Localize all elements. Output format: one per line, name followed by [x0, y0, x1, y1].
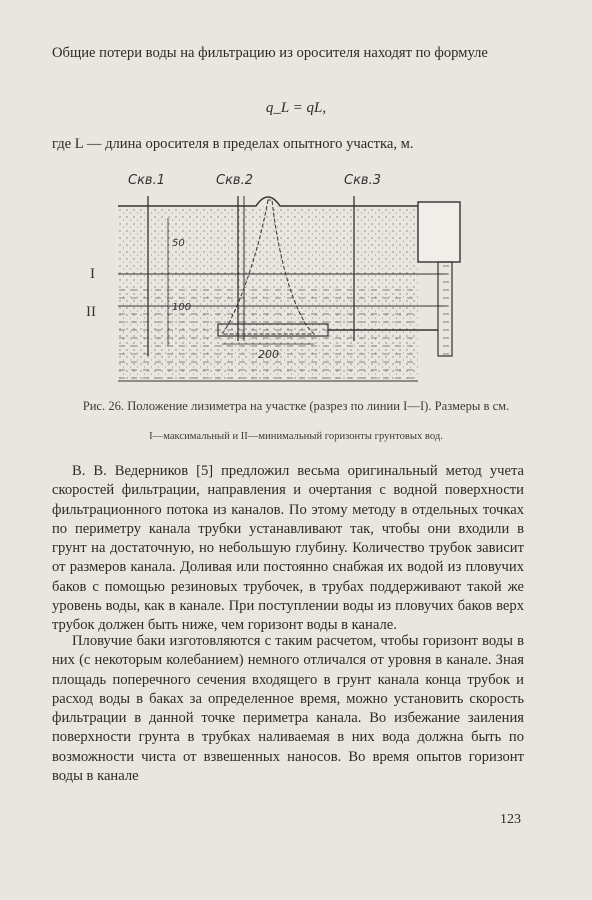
borehole-label-3: Скв.3 — [344, 173, 381, 188]
water-level-label-2: II — [86, 304, 96, 320]
dimension-label-200: 200 — [258, 348, 279, 361]
dimension-label-100: 100 — [172, 302, 192, 313]
paragraph-vedernikov: В. В. Ведерников [5] предложил весьма оригинальный метод учета скоростей фильтрации, направления и очертания с водной поверхности фильтрационного потока из каналов. По этому методу в отдельных точках по периметру канала трубки устанавливают так, чтобы они входили в грунт на достаточную, но небольшую глубину. Количество трубок зависит от размеров канала. Доливая или постоянно снабжая их водой из пловучих баков с помощью резиновых трубочек, в трубах поддерживают такой же уровень воды, как в канале. При поступлении воды из пловучих баков верх трубок должен быть ниже, чем горизонт воды в канале. — [52, 463, 524, 634]
paragraph-tanks: Пловучие баки изготовляются с таким расчетом, чтобы горизонт воды в них (с некоторым колебанием) немного отличался от уровня в канале. Зная площадь поперечного сечения входящего в грунт канала конца трубок и расход воды в баках за определенное время, можно установить скорость фильтрации в данной точке периметра канала. Во избежание заиления поверхности грунта в трубках наливаемая в них вода должна быть по возможности чиста от взвешенных наносов. Во время опытов горизонт воды в канале — [52, 633, 524, 785]
dimension-label-50: 50 — [172, 238, 185, 249]
measuring-chamber — [418, 202, 460, 262]
formula-explanation: где L — длина оросителя в пределах опытного участка, м. — [52, 136, 414, 152]
figure-caption: Рис. 26. Положение лизиметра на участке (разрез по линии I—I). Размеры в см. — [82, 399, 510, 413]
water-level-label-1: I — [90, 266, 95, 282]
paragraph-intro: Общие потери воды на фильтрацию из оросителя находят по формуле — [52, 45, 488, 61]
borehole-label-1: Скв.1 — [128, 173, 165, 188]
borehole-label-2: Скв.2 — [216, 173, 253, 188]
figure-legend: I—максимальный и II—минимальный горизонты грунтовых вод. — [149, 431, 443, 442]
formula: q_L = qL, — [265, 100, 327, 116]
lysimeter-diagram — [86, 166, 486, 388]
page-number: 123 — [500, 812, 521, 827]
measuring-well — [438, 262, 452, 356]
